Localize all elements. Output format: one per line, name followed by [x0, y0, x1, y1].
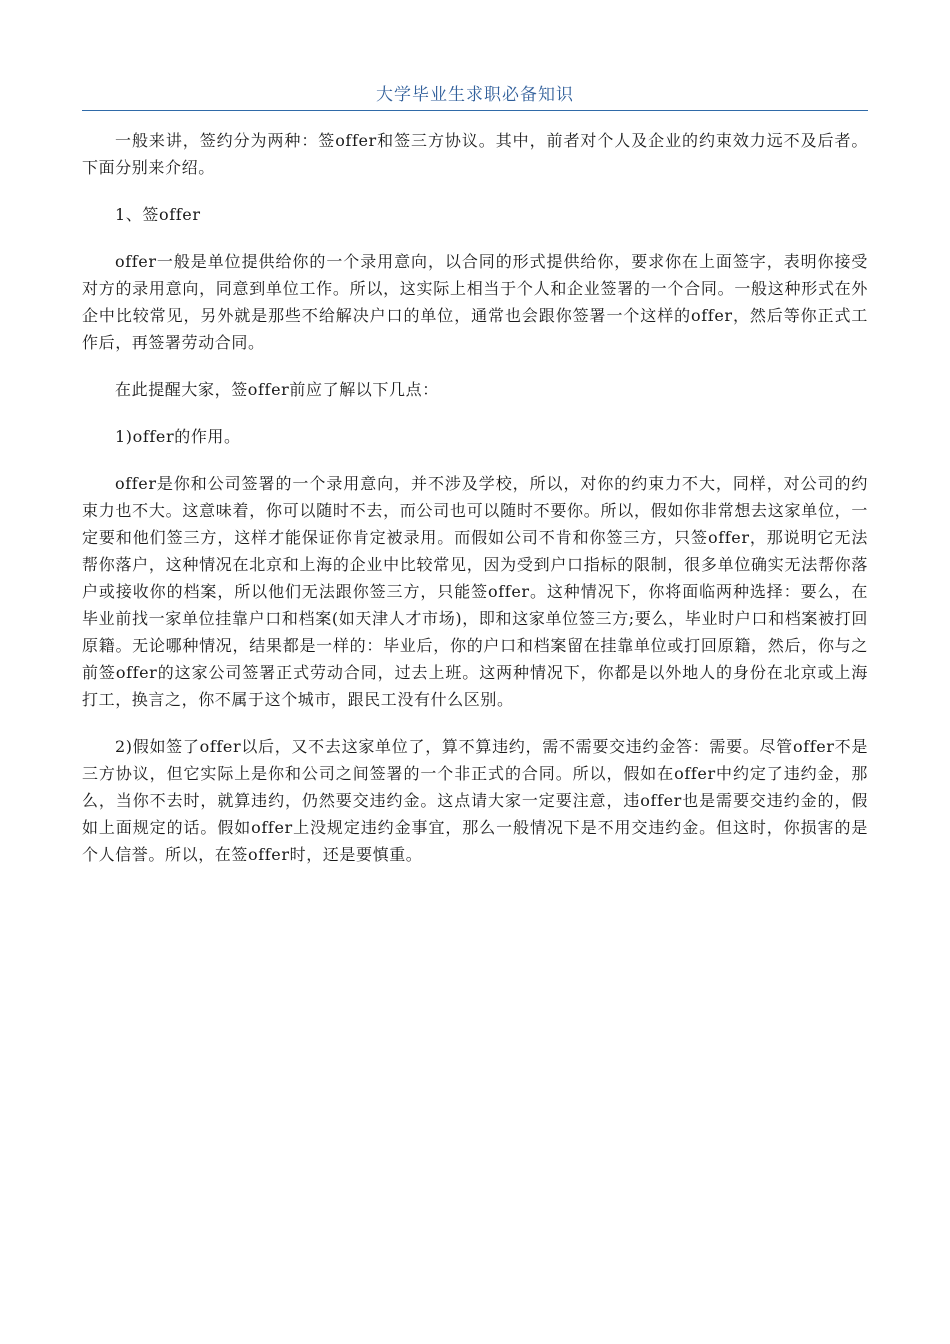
subheading-offer-role: 1)offer的作用。 — [115, 427, 241, 446]
page-title: 大学毕业生求职必备知识 — [376, 85, 574, 105]
paragraph-reminder: 在此提醒大家，签offer前应了解以下几点： — [115, 380, 439, 399]
paragraph-offer-definition: offer一般是单位提供给你的一个录用意向，以合同的形式提供给你，要求你在上面签字，表明你接受对方的录用意向，同意到单位工作。所以，这实际上相当于个人和企业签署的一个合同。一般这种形式在外企中比较常见，另外就是那些不给解决户口的单位，通常也会跟你签署一个这样的offer，然后等你正式工作后，再签署劳动合同。 — [82, 252, 868, 352]
section-heading-sign-offer: 1、签offer — [115, 205, 201, 224]
paragraph-breach: 2)假如签了offer以后，又不去这家单位了，算不算违约，需不需要交违约金答：需要。尽管offer不是三方协议，但它实际上是你和公司之间签署的一个非正式的合同。所以，假如在offer中约定了违约金，那么，当你不去时，就算违约，仍然要交违约金。这点请大家一定要注意，违offer也是需要交违约金的，假如上面规定的话。假如offer上没规定违约金事宜，那么一般情况下是不用交违约金。但这时，你损害的是个人信誉。所以，在签offer时，还是要慎重。 — [82, 737, 868, 864]
page-header — [82, 80, 868, 111]
paragraph-offer-role: offer是你和公司签署的一个录用意向，并不涉及学校，所以，对你的约束力不大，同样，对公司的约束力也不大。这意味着，你可以随时不去，而公司也可以随时不要你。所以，假如你非常想去这家单位，一定要和他们签三方，这样才能保证你肯定被录用。而假如公司不肯和你签三方，只签offer，那说明它无法帮你落户，这种情况在北京和上海的企业中比较常见，因为受到户口指标的限制，很多单位确实无法帮你落户或接收你的档案，所以他们无法跟你签三方，只能签offer。这种情况下，你将面临两种选择：要么，在毕业前找一家单位挂靠户口和档案(如天津人才市场)，即和这家单位签三方;要么，毕业时户口和档案被打回原籍。无论哪种情况，结果都是一样的：毕业后，你的户口和档案留在挂靠单位或打回原籍，然后，你与之前签offer的这家公司签署正式劳动合同，过去上班。这两种情况下，你都是以外地人的身份在北京或上海打工，换言之，你不属于这个城市，跟民工没有什么区别。 — [82, 474, 868, 709]
document-body — [82, 127, 868, 888]
paragraph-intro: 一般来讲，签约分为两种：签offer和签三方协议。其中，前者对个人及企业的约束效力远不及后者。下面分别来介绍。 — [82, 131, 868, 177]
